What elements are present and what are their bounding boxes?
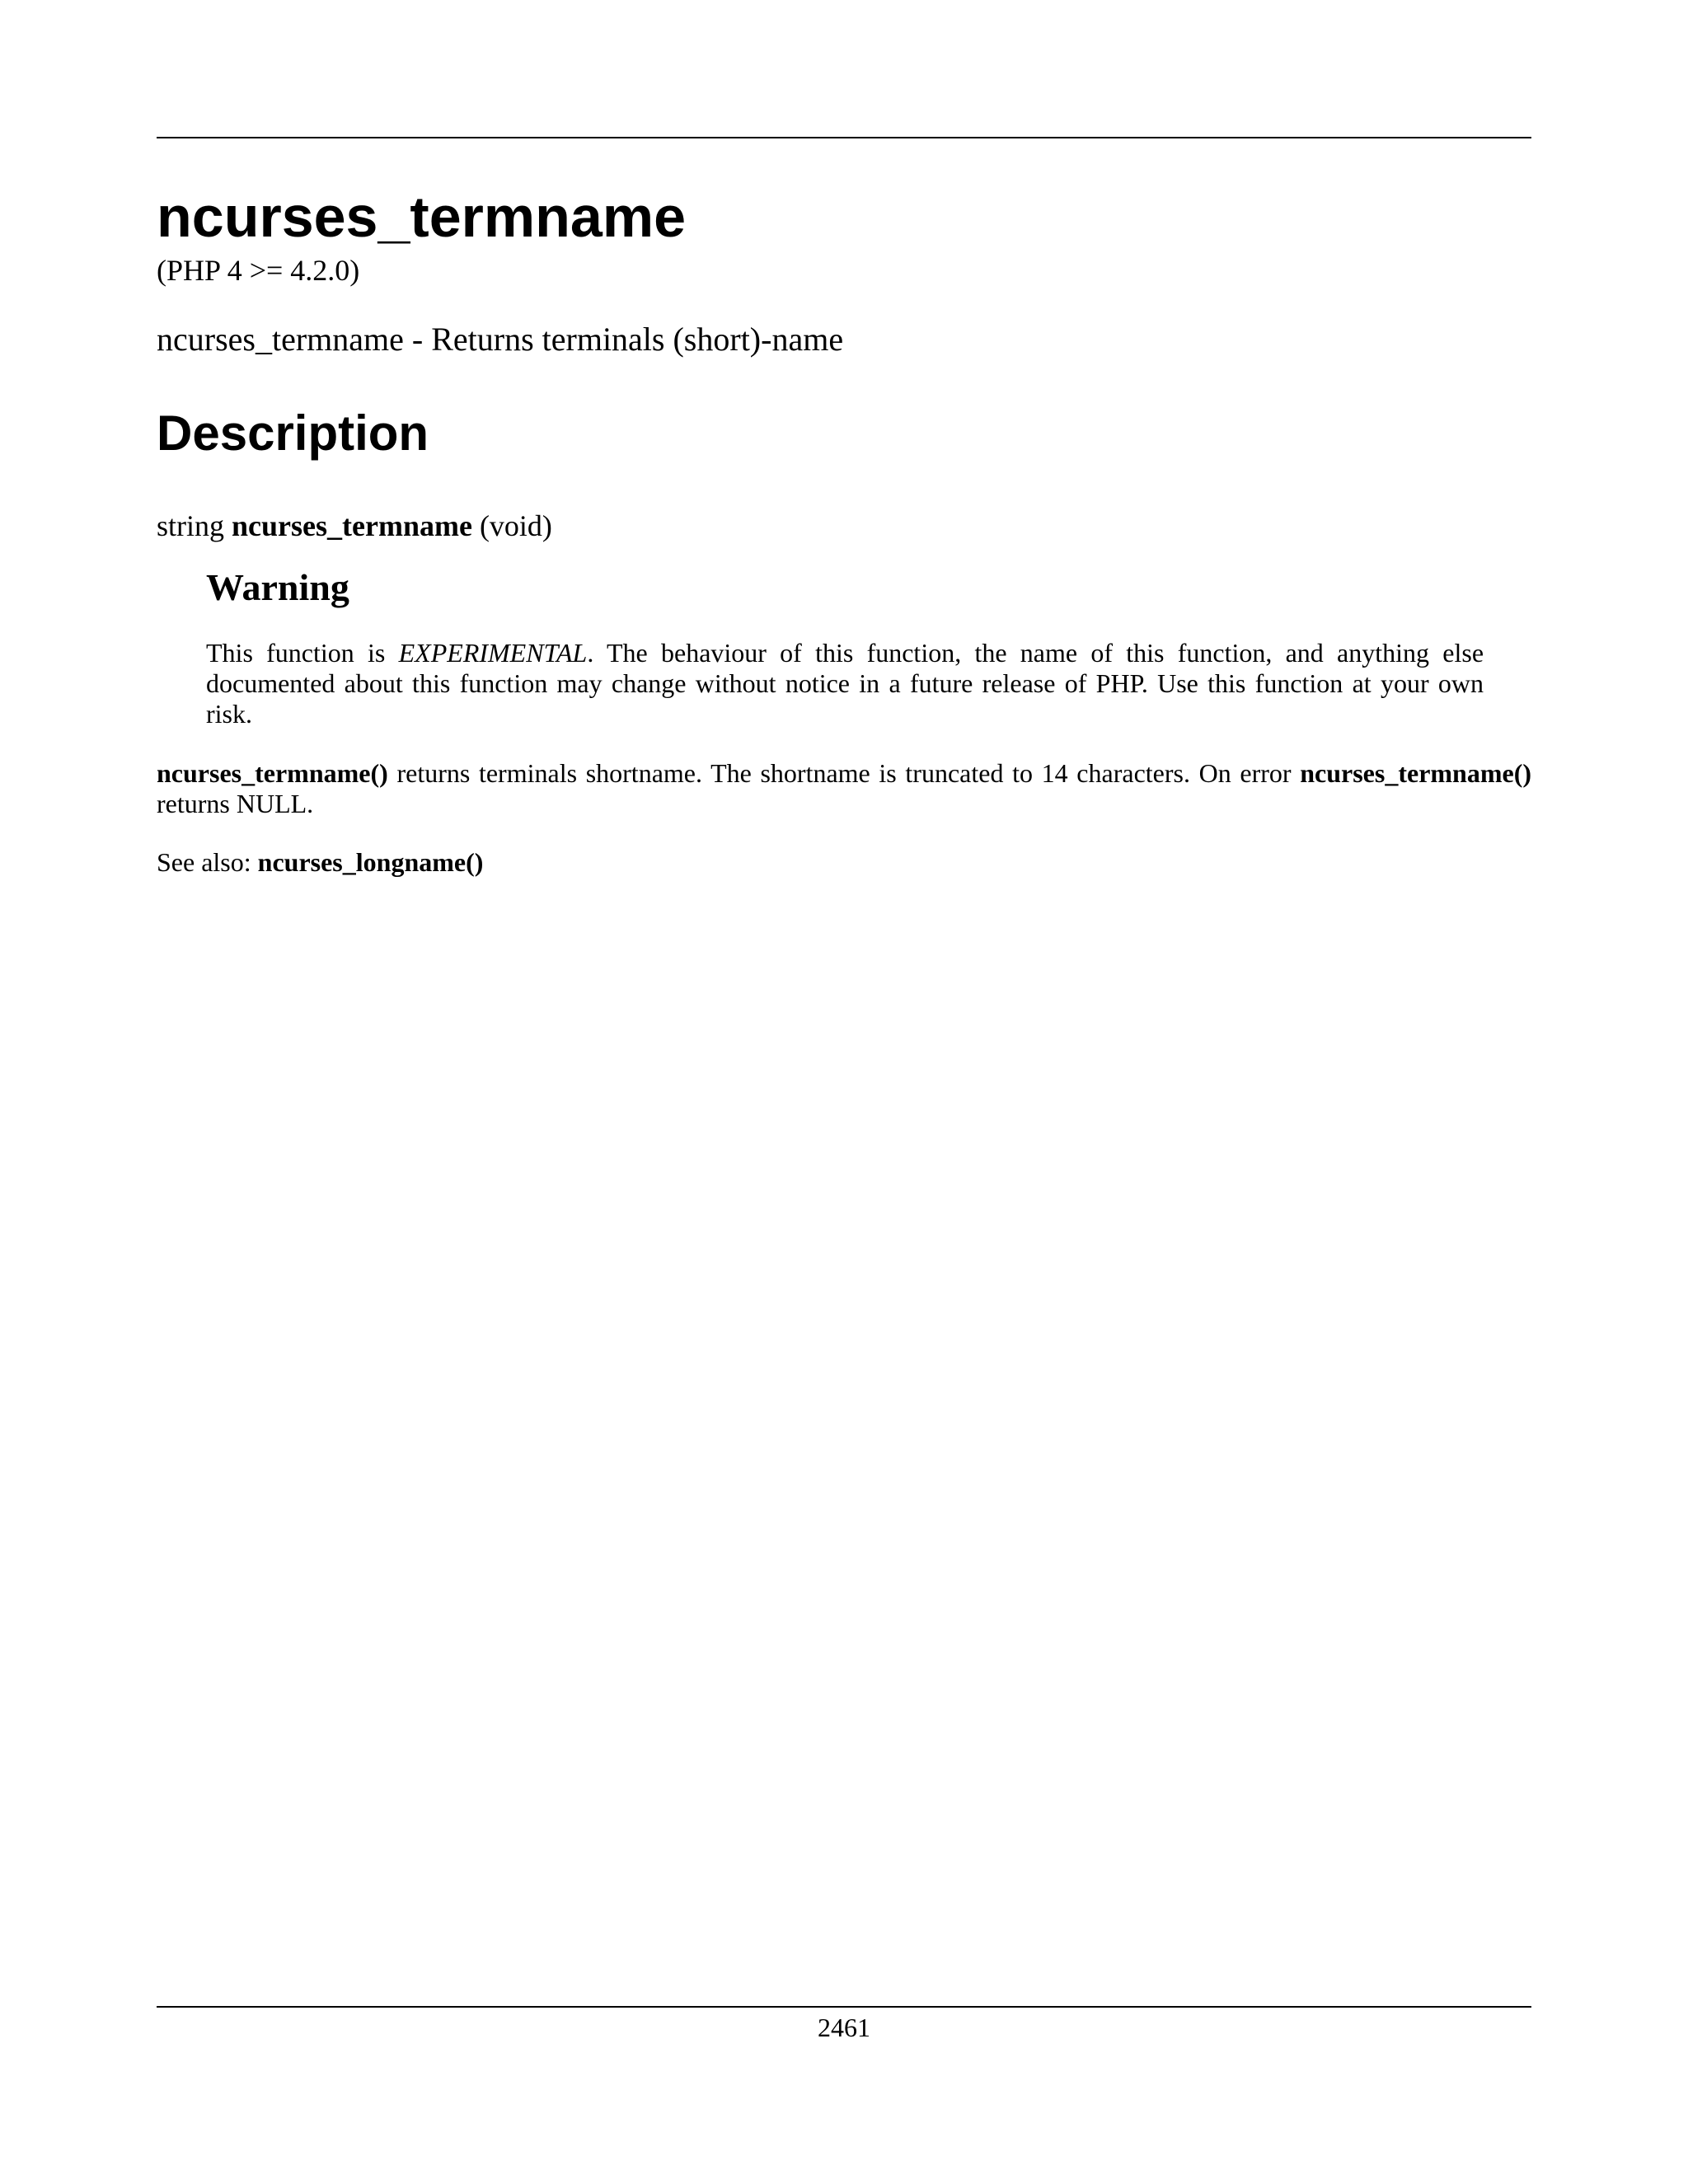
synopsis-params: (void) — [479, 509, 552, 542]
see-also-link[interactable]: ncurses_longname() — [257, 847, 484, 877]
warning-text-before: This function is — [206, 638, 386, 668]
footer-rule — [157, 2006, 1531, 2008]
warning-heading: Warning — [206, 566, 349, 608]
function-purpose: ncurses_termname - Returns terminals (short)-name — [157, 321, 844, 358]
returns-text-1: returns terminals shortname. The shortname is truncated to 14 characters. On error — [396, 758, 1292, 788]
synopsis-function-name: ncurses_termname — [232, 509, 472, 542]
warning-emphasis: EXPERIMENTAL — [398, 638, 588, 668]
page-number: 2461 — [818, 2013, 870, 2042]
see-also-paragraph — [157, 847, 483, 878]
returns-function-ref-2: ncurses_termname() — [1300, 758, 1532, 788]
warning-text — [206, 638, 1484, 729]
warning-text-after: . The behaviour of this function, the name of this function, and anything else documented about this function may change without notice in a future release of PHP. Use this function at your own risk. — [206, 638, 1484, 729]
see-also-label: See also: — [157, 847, 251, 877]
returns-function-ref-1: ncurses_termname() — [157, 758, 388, 788]
version-info: (PHP 4 >= 4.2.0) — [157, 254, 360, 287]
header-rule — [157, 137, 1531, 138]
returns-paragraph — [157, 758, 1531, 819]
returns-text-2: returns NULL. — [157, 789, 314, 818]
page-title: ncurses_termname — [157, 185, 686, 249]
synopsis-return-type: string — [157, 509, 225, 542]
function-synopsis — [157, 511, 552, 541]
section-heading-description: Description — [157, 405, 429, 461]
